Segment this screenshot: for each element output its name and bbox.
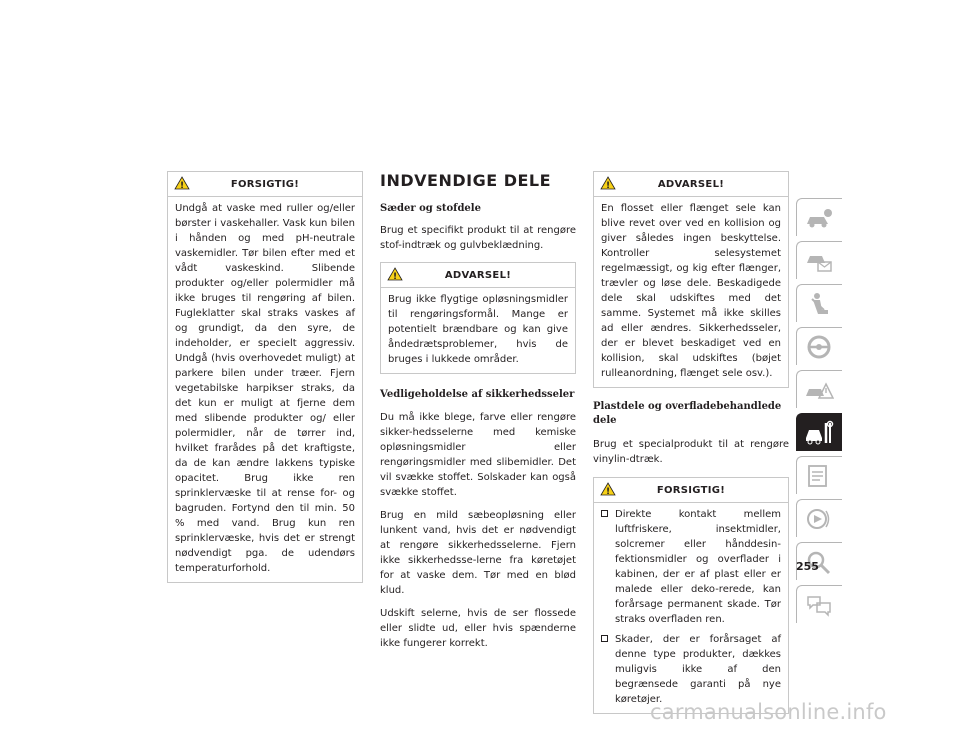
svg-text:!: !: [605, 181, 611, 190]
tab-car-warning[interactable]: [796, 370, 842, 408]
paragraph-seatbelt-wash: Brug en mild sæbeopløsning eller lunkent vand, hvis det er nødvendigt at rengøre sikkerhedsselerne. Fjern ikke sikkerhedsse-lerne fra køretøjet for at vaske dem. Tør med en blød klud.: [380, 510, 576, 596]
svg-text:!: !: [605, 487, 611, 496]
car-service-tools-icon: [804, 419, 834, 447]
checkbox-bullet-icon: [601, 635, 608, 642]
warning-box-text: En flosset eller flænget sele kan blive revet over ved en kollision og giver således ingen beskyttelse. Kontroller selesystemet regelmæssigt, og kig efter flænger, trævler og løse dele. Beskadigede dele skal udskiftes med det samme. Systemet må ikke skilles ad eller ændres. Sikkerhedsseler, der er blevet beskadiget ved en kollision, skal udskiftes (bøjet rulleanordning, flænget sele osv.).: [601, 203, 781, 379]
caution-box-header: [168, 172, 362, 197]
paragraph-seatbelt-replace: Udskift selerne, hvis de ser flossede eller slidte ud, eller hvis spænderne ikke fungerer korrekt.: [380, 608, 576, 649]
list-item-text: Skader, der er forårsaget af denne type produkter, dækkes muligvis ikke af den begrænsede garanti på nye køretøjer.: [615, 634, 781, 705]
tab-car-message[interactable]: [796, 241, 842, 279]
svg-text:!: !: [392, 272, 398, 281]
tab-car-service-tools[interactable]: [796, 413, 842, 451]
middle-column: [380, 171, 576, 651]
caution-list: [601, 507, 781, 707]
page-number: 255: [796, 560, 819, 573]
caution-box-body: [168, 197, 362, 582]
caution-box-text: Undgå at vaske med ruller og/eller børster i vaskehaller. Vask kun bilen i hånden og med pH-neutrale vaskemidler. Tør bilen efter med et vådt vaskeskind. Slibende produkter og/eller polermidler må ikke bruges til rengøring af bilen. Fugleklatter skal straks vaskes af og grundigt, da den syre, de indeholder, er specielt aggressiv. Undgå (hvis overhovedet muligt) at parkere bilen under træer. Fjern vegetabilske harpikser straks, da det kun er muligt at fjerne dem med slibende produkter og/ eller polermidler, når de tørrer ind, hvilket frarådes på det kraftigste, da de kan ændre lakkens typiske opacitet. Brug ikke ren sprinklervæske til at rense for- og bagruden. Fortynd den til min. 50 % med vand. Brug kun ren sprinklervæske, hvis det er strengt nødvendigt pga. de udendørs temperaturforhold.: [175, 203, 355, 574]
section-heading: INDVENDIGE DELE: [380, 171, 552, 190]
warning-box-header: [381, 263, 575, 288]
tab-technical-data[interactable]: [796, 456, 842, 494]
list-item: [601, 632, 781, 707]
tab-seat-safety[interactable]: [796, 284, 842, 322]
seat-safety-icon: [804, 290, 834, 318]
subheading-seatbelts: Vedligeholdelse af sikkerhedsseler: [380, 389, 575, 400]
checkbox-bullet-icon: [601, 510, 608, 517]
caution-box: [167, 171, 363, 583]
warning-box-body: [381, 288, 575, 373]
car-info-icon: [804, 204, 834, 232]
warning-box-text: Brug ikke flygtige opløsningsmidler til rengøringsformål. Mange er potentielt brændbare og kan give åndedrætsproblemer, hvis de bruges i lukkede områder.: [388, 294, 568, 365]
paragraph-seats: Brug et specifikt produkt til at rengøre stof-indtræk og gulvbeklædning.: [380, 225, 576, 251]
tab-steering-wheel[interactable]: [796, 327, 842, 365]
car-warning-icon: [804, 376, 834, 404]
subheading-plastic-parts: Plastdele og overfladebehandlede dele: [593, 401, 782, 426]
caution-box-header: [594, 478, 788, 503]
paragraph-seatbelt-care: Du må ikke blege, farve eller rengøre sikker-hedsselerne med kemiske opløsningsmidler eller rengøringsmidler med slibemidler. Det vil svække stoffet. Solskader kan også svække stoffet.: [380, 412, 576, 498]
tab-language[interactable]: [796, 585, 842, 623]
technical-data-icon: [804, 462, 834, 490]
warning-box-seatbelt: [593, 171, 789, 388]
subheading-seats: Sæder og stofdele: [380, 203, 481, 214]
caution-box-body: [594, 503, 788, 713]
tab-multimedia[interactable]: [796, 499, 842, 537]
left-column: [167, 171, 363, 583]
caution-box-plastic: [593, 477, 789, 714]
watermark: carmanualsonline.info: [650, 700, 887, 724]
caution-box-title: FORSIGTIG!: [230, 179, 300, 190]
warning-box-body: [594, 197, 788, 387]
warning-box-title: ADVARSEL!: [444, 270, 512, 281]
warning-box-solvents: [380, 262, 576, 374]
paragraph-plastic-parts: Brug et specialprodukt til at rengøre vinylin-dtræk.: [593, 439, 789, 465]
warning-box-title: ADVARSEL!: [657, 179, 725, 190]
list-item: [601, 507, 781, 627]
steering-wheel-icon: [804, 333, 834, 361]
right-column: [593, 171, 789, 714]
tab-car-info[interactable]: [796, 198, 842, 236]
language-icon: [804, 591, 834, 619]
caution-box-title: FORSIGTIG!: [656, 485, 726, 496]
list-item-text: Direkte kontakt mellem luftfriskere, insektmidler, solcremer eller hånddesin-fektionsmidler og overflader i kabinen, der er af plast eller er malede eller deko-rerede, kan forårsage permanent skade. Tør straks overfladen ren.: [615, 509, 781, 625]
svg-text:!: !: [179, 181, 185, 190]
warning-box-header: [594, 172, 788, 197]
multimedia-icon: [804, 505, 834, 533]
car-message-icon: [804, 247, 834, 275]
